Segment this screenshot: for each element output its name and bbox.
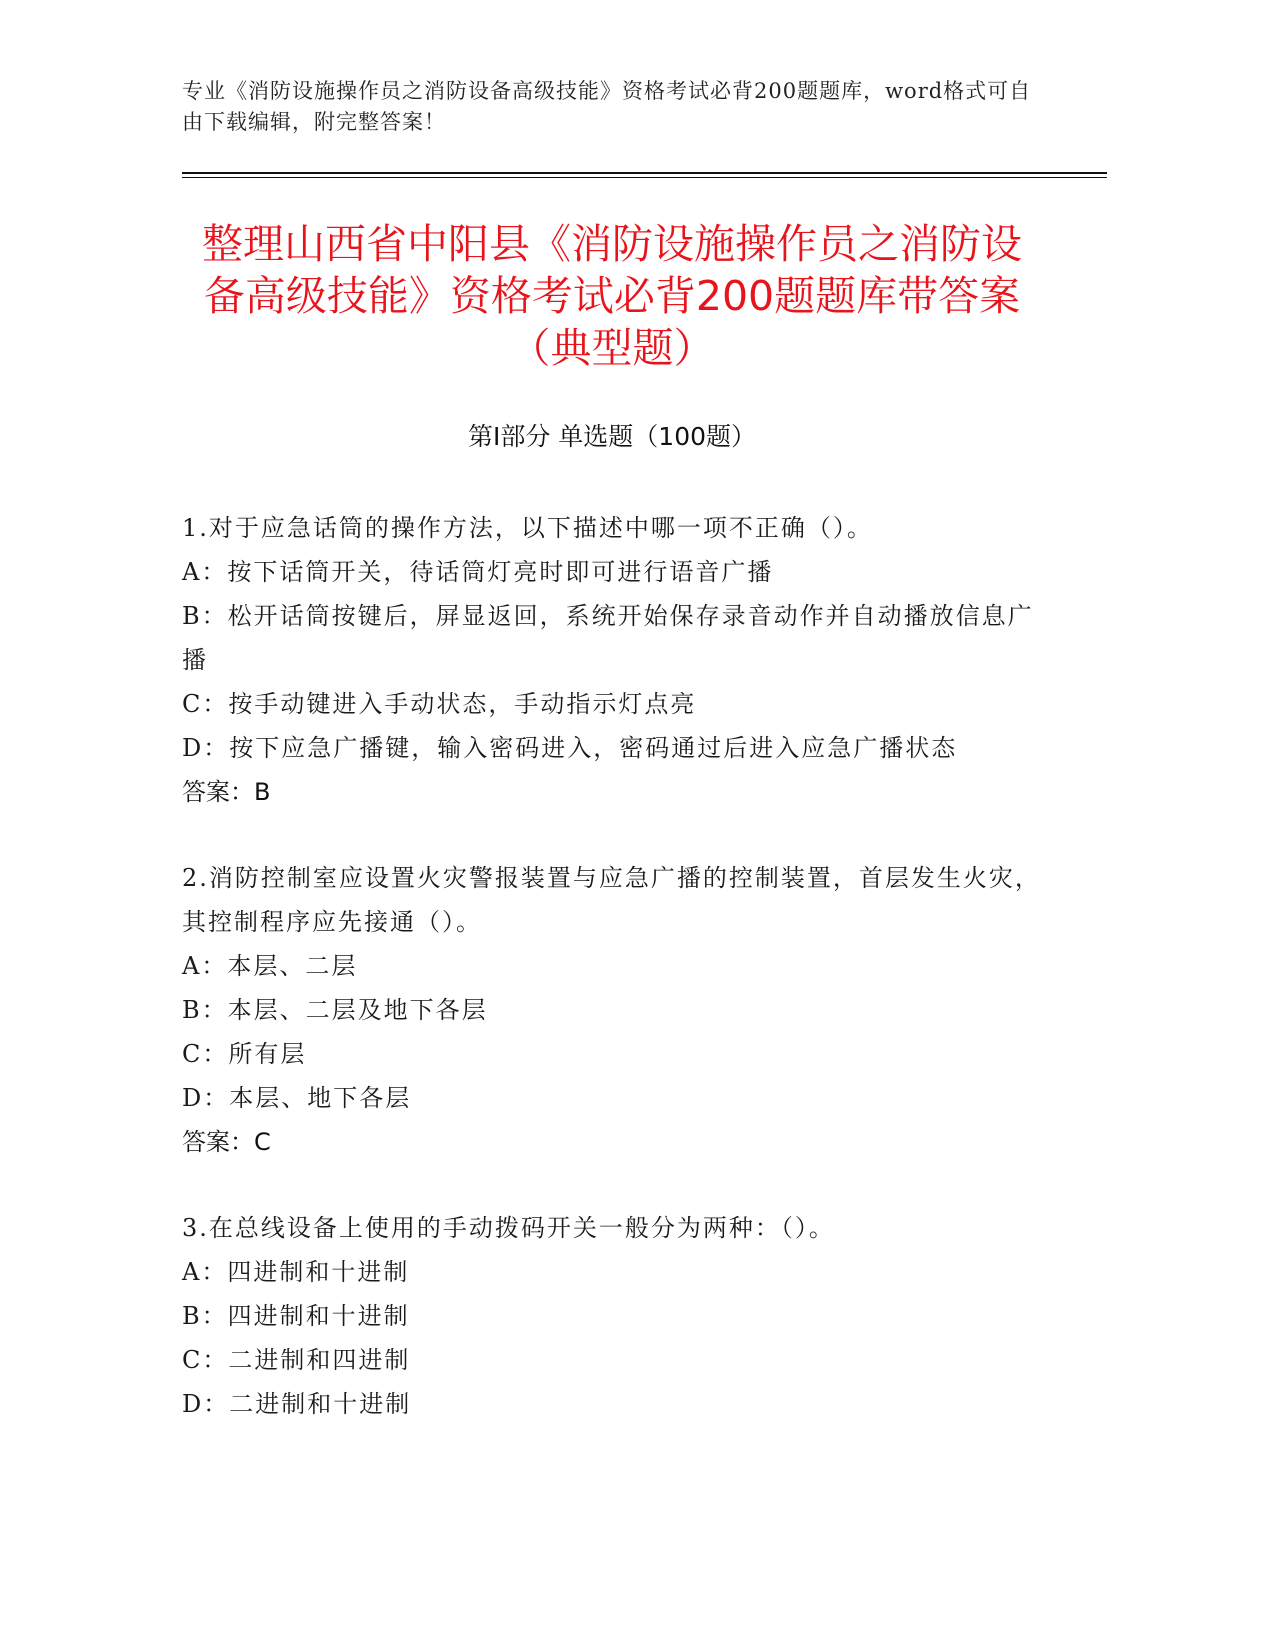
option-a: A：本层、二层 (182, 952, 358, 980)
question-stem: 2.消防控制室应设置火灾警报装置与应急广播的控制装置，首层发生火灾，其控制程序应先接通（）。 (182, 864, 1041, 936)
question-list (182, 506, 1042, 1468)
option-b: B：本层、二层及地下各层 (182, 996, 488, 1024)
question-stem: 1.对于应急话筒的操作方法，以下描述中哪一项不正确（）。 (182, 514, 873, 542)
option-a: A：按下话筒开关，待话筒灯亮时即可进行语音广播 (182, 558, 774, 586)
question-3 (182, 1206, 1042, 1426)
option-b: B：四进制和十进制 (182, 1302, 410, 1330)
answer-line: 答案：B (182, 778, 271, 806)
answer-line: 答案：C (182, 1128, 271, 1156)
section-title: 第Ⅰ部分 单选题（100题） (467, 422, 757, 451)
header-note: 专业《消防设施操作员之消防设备高级技能》资格考试必背200题题库，word格式可自由下载编辑，附完整答案！ (182, 79, 1032, 134)
option-a: A：四进制和十进制 (182, 1258, 410, 1286)
option-c: C：二进制和四进制 (182, 1346, 411, 1374)
header-rule-thin (182, 177, 1107, 178)
option-b: B：松开话筒按键后，屏显返回，系统开始保存录音动作并自动播放信息广播 (182, 602, 1034, 674)
option-c: C：所有层 (182, 1040, 307, 1068)
header-rule-thick (182, 172, 1107, 174)
document-title: 整理山西省中阳县《消防设施操作员之消防设备高级技能》资格考试必背200题题库带答案（典型题） (202, 220, 1022, 372)
question-stem: 3.在总线设备上使用的手动拨码开关一般分为两种：（）。 (182, 1214, 835, 1242)
option-d: D：按下应急广播键，输入密码进入，密码通过后进入应急广播状态 (182, 734, 958, 762)
option-c: C：按手动键进入手动状态，手动指示灯点亮 (182, 690, 697, 718)
question-1 (182, 506, 1042, 814)
option-d: D：二进制和十进制 (182, 1390, 412, 1418)
option-d: D：本层、地下各层 (182, 1084, 412, 1112)
question-2 (182, 856, 1042, 1164)
